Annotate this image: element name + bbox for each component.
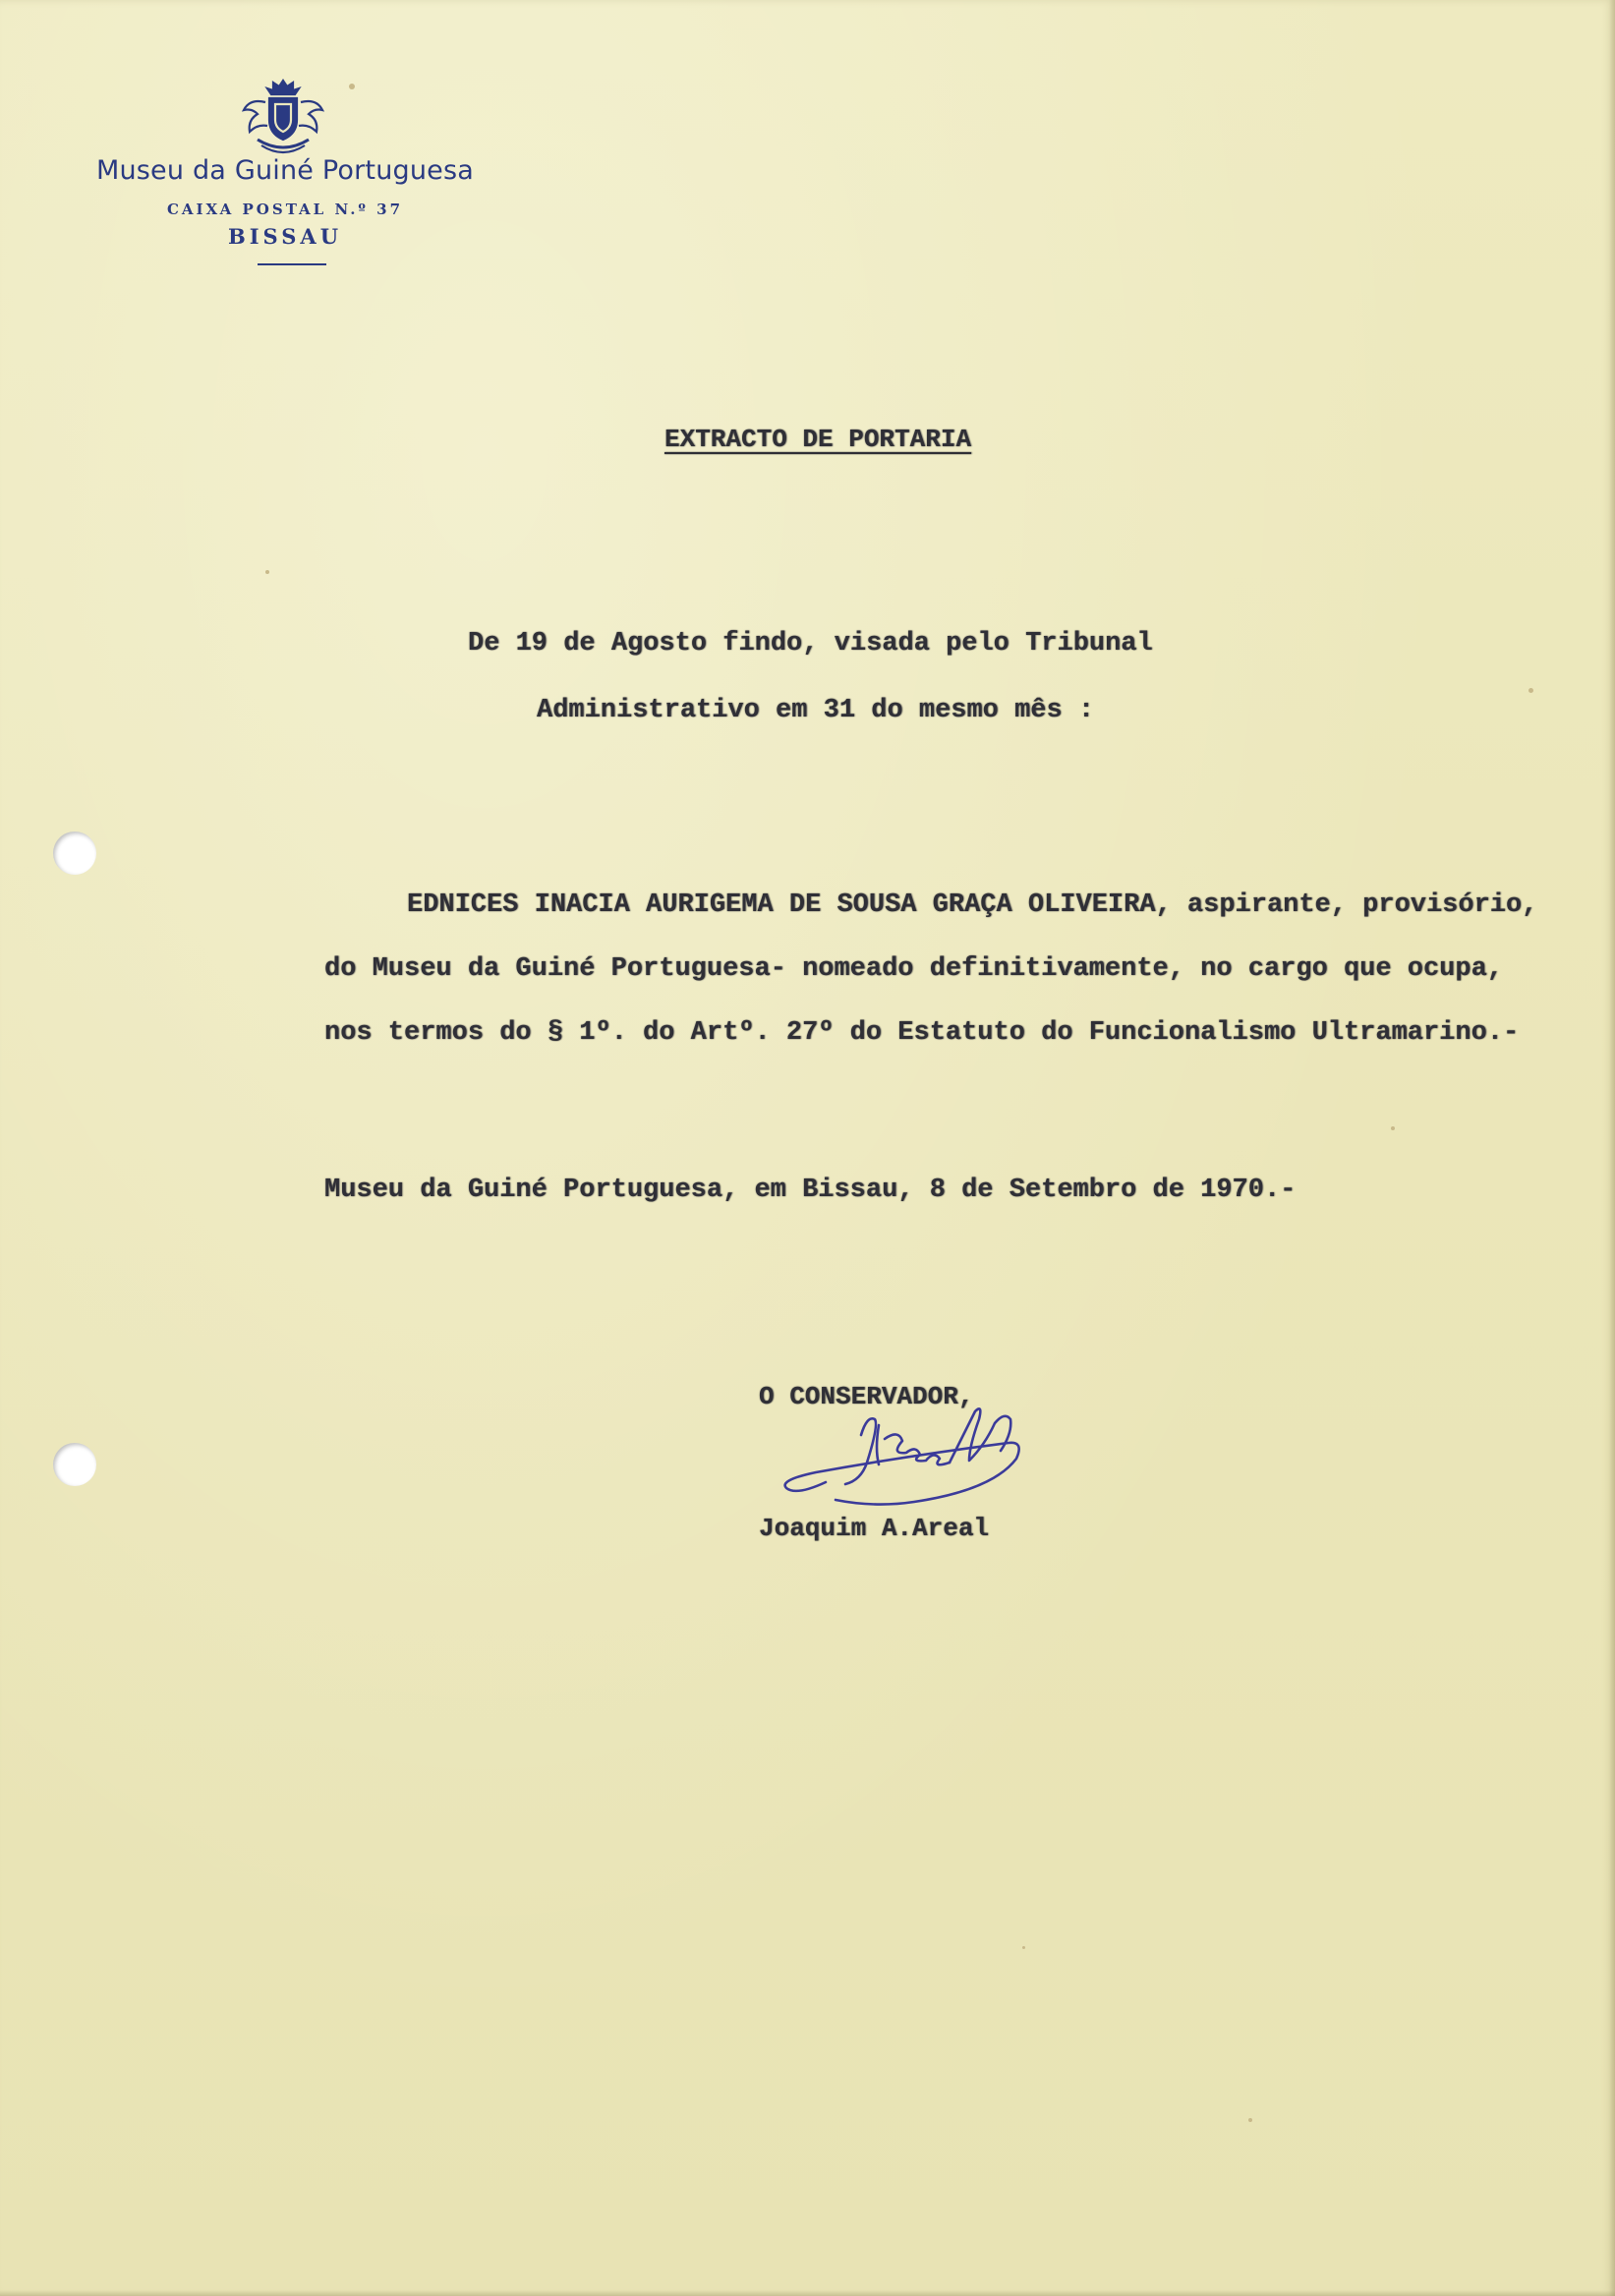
paper-speck [1528, 688, 1533, 693]
crest-icon [236, 77, 330, 155]
body-line: nos termos do § 1º. do Artº. 27º do Estatuto do Funcionalismo Ultramarino.- [324, 1018, 1520, 1048]
signatory-title: O CONSERVADOR, [759, 1382, 974, 1411]
dateline: Museu da Guiné Portuguesa, em Bissau, 8 de Setembro de 1970.- [324, 1176, 1297, 1205]
paper-speck [265, 570, 269, 574]
punch-hole [53, 832, 96, 875]
signatory-name: Joaquim A.Areal [759, 1514, 990, 1543]
paper-speck [1248, 2118, 1252, 2122]
intro-line: Administrativo em 31 do mesmo mês : [537, 696, 1095, 725]
body-line: EDNICES INACIA AURIGEMA DE SOUSA GRAÇA OLIVEIRA, aspirante, provisório, [407, 890, 1538, 920]
page-edge-shadow [1609, 0, 1615, 2296]
paper-speck [1391, 1126, 1395, 1130]
paper-speck [1022, 1946, 1025, 1949]
postal-box: CAIXA POSTAL N.º 37 [166, 201, 404, 218]
institution-name: Museu da Guiné Portuguesa [95, 155, 474, 186]
page-edge-shadow [0, 2290, 1615, 2296]
letterhead [69, 69, 501, 275]
body-line: do Museu da Guiné Portuguesa- nomeado definitivamente, no cargo que ocupa, [324, 954, 1503, 984]
punch-hole [53, 1443, 96, 1486]
city-name: BISSAU [227, 224, 343, 249]
letterhead-rule [258, 263, 326, 265]
signature-icon [777, 1406, 1091, 1523]
document-heading: EXTRACTO DE PORTARIA [664, 425, 972, 454]
intro-line: De 19 de Agosto findo, visada pelo Tribunal [468, 629, 1153, 659]
